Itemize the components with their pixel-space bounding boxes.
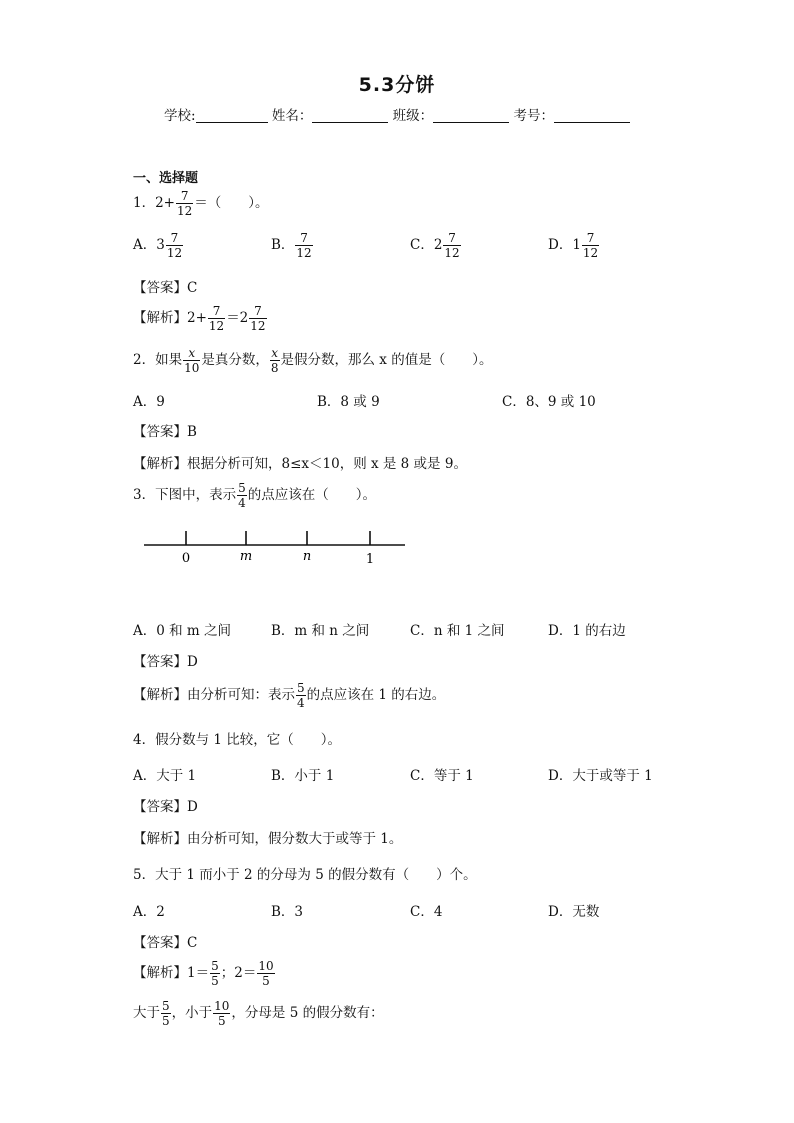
q1-answer: 【答案】C [133, 280, 198, 296]
q1-fraction: $\frac{7}{12}$ [177, 189, 193, 218]
q5-option-d[interactable]: D．无数 [548, 904, 600, 920]
class-blank [433, 108, 509, 123]
q5-analysis-line-2: 大于 $\frac{5}{5}$ ，小于 $\frac{10}{5}$ ，分母是 5 的假分数有： [133, 999, 384, 1028]
student-info-line [164, 104, 630, 124]
section-title: 一、选择题 [133, 171, 199, 186]
q4-option-b[interactable]: B．小于 1 [271, 768, 335, 784]
name-label: 姓名： [271, 108, 313, 124]
number-label: 考号： [513, 108, 554, 124]
q4-option-c[interactable]: C．等于 1 [410, 768, 474, 784]
q3-answer: 【答案】D [133, 654, 198, 670]
label-0: 0 [181, 551, 191, 566]
school-label: 学校: [164, 108, 196, 124]
q1-option-d[interactable]: D．1 $\frac{7}{12}$ [548, 231, 599, 260]
q5-option-a[interactable]: A．2 [133, 904, 165, 920]
page-title: 5.3分饼 [358, 74, 436, 96]
q3-option-a[interactable]: A．0 和 m 之间 [133, 623, 232, 639]
q3-option-c[interactable]: C．n 和 1 之间 [410, 623, 505, 639]
q2-option-a[interactable]: A．9 [133, 394, 165, 410]
name-blank [312, 108, 388, 123]
q5-option-c[interactable]: C．4 [410, 904, 443, 920]
number-line-diagram [140, 526, 410, 570]
q4-analysis: 【解析】由分析可知，假分数大于或等于 1。 [133, 831, 403, 847]
label-n: n [302, 549, 312, 564]
q1-option-a[interactable]: A．3 $\frac{7}{12}$ [133, 231, 183, 260]
q4-answer: 【答案】D [133, 799, 198, 815]
q1-option-c[interactable]: C．2 $\frac{7}{12}$ [410, 231, 460, 260]
q1-suffix: ＝（ ）。 [194, 195, 269, 211]
q3-option-b[interactable]: B．m 和 n 之间 [271, 623, 370, 639]
question-3: 3．下图中，表示 $\frac{5}{4}$ 的点应该在（ ）。 [133, 481, 376, 510]
q3-analysis: 【解析】由分析可知：表示 $\frac{5}{4}$ 的点应该在 1 的右边。 [133, 681, 446, 710]
label-1: 1 [365, 552, 375, 567]
q2-analysis: 【解析】根据分析可知，8≤x＜10，则 x 是 8 或是 9。 [133, 456, 467, 472]
q3-option-d[interactable]: D．1 的右边 [548, 623, 626, 639]
q4-option-a[interactable]: A．大于 1 [133, 768, 197, 784]
q1-option-b[interactable]: B． $\frac{7}{12}$ [271, 231, 312, 260]
class-label: 班级： [392, 108, 434, 124]
q2-option-b[interactable]: B．8 或 9 [317, 394, 380, 410]
question-2: 2．如果 $\frac{x}{10}$ 是真分数， $\frac{x}{8}$ 是假分数，那么 x 的值是（ ）。 [133, 346, 493, 375]
q5-answer: 【答案】C [133, 935, 198, 951]
q5-analysis: 【解析】1＝ $\frac{5}{5}$ ；2＝ $\frac{10}{5}$ [133, 959, 274, 988]
school-blank [196, 108, 268, 123]
q4-option-d[interactable]: D．大于或等于 1 [548, 768, 653, 784]
q2-answer: 【答案】B [133, 424, 197, 440]
label-m: m [239, 549, 253, 564]
question-5: 5．大于 1 而小于 2 的分母为 5 的假分数有（ ）个。 [133, 867, 477, 883]
number-blank [554, 108, 630, 123]
q5-option-b[interactable]: B．3 [271, 904, 304, 920]
question-4: 4．假分数与 1 比较，它（ ）。 [133, 732, 342, 748]
question-1 [133, 190, 269, 217]
q1-prefix: 1．2+ [133, 195, 175, 211]
q1-analysis: 【解析】2+ $\frac{7}{12}$ ＝2 $\frac{7}{12}$ [133, 304, 266, 333]
q2-option-c[interactable]: C．8、9 或 10 [502, 394, 596, 410]
